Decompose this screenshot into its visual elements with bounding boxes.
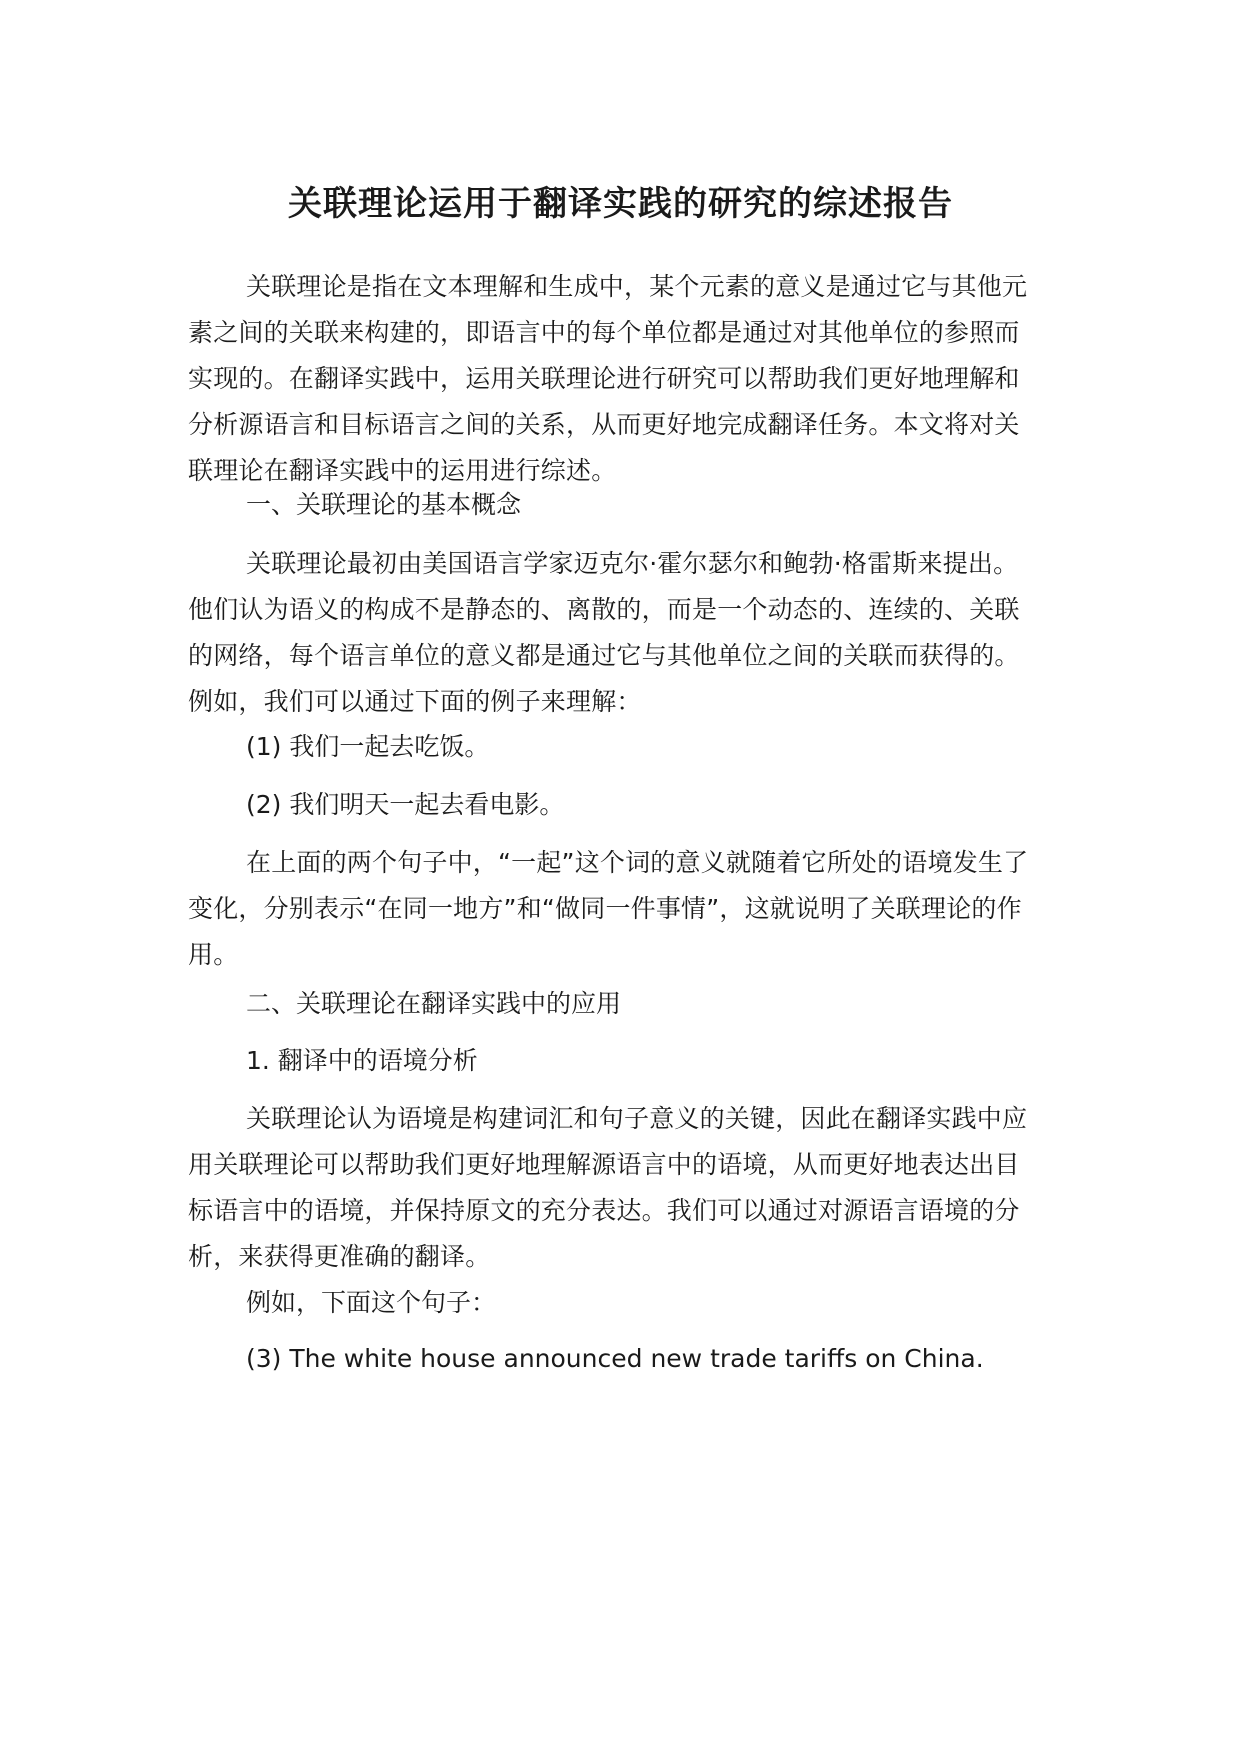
section-heading-2: 二、关联理论在翻译实践中的应用 [246,989,622,1018]
explanation-paragraph: 在上面的两个句子中，“一起”这个词的意义就随着它所处的语境发生了变化，分别表示“在同一地方”和“做同一件事情”，这就说明了关联理论的作用。 [188,848,1029,969]
concept-paragraph: 关联理论最初由美国语言学家迈克尔·霍尔瑟尔和鲍勃·格雷斯来提出。他们认为语义的构成不是静态的、离散的，而是一个动态的、连续的、关联的网络，每个语言单位的意义都是通过它与其他单位之间的关联而获得的。例如，我们可以通过下面的例子来理解： [188,549,1020,716]
subsection-heading-1: 1. 翻译中的语境分析 [246,1046,478,1075]
document-title: 关联理论运用于翻译实践的研究的综述报告 [288,184,953,224]
section-heading-1: 一、关联理论的基本概念 [246,490,522,519]
intro-paragraph: 关联理论是指在文本理解和生成中，某个元素的意义是通过它与其他元素之间的关联来构建的，即语言中的每个单位都是通过对其他单位的参照而实现的。在翻译实践中，运用关联理论进行研究可以帮助我们更好地理解和分析源语言和目标语言之间的关系，从而更好地完成翻译任务。本文将对关联理论在翻译实践中的运用进行综述。 [188,272,1028,485]
example-intro: 例如，下面这个句子： [246,1288,497,1317]
example-sentence-2: (2) 我们明天一起去看电影。 [246,790,565,819]
example-sentence-1: (1) 我们一起去吃饭。 [246,732,490,761]
context-paragraph: 关联理论认为语境是构建词汇和句子意义的关键，因此在翻译实践中应用关联理论可以帮助我们更好地理解源语言中的语境，从而更好地表达出目标语言中的语境，并保持原文的充分表达。我们可以通过对源语言语境的分析，来获得更准确的翻译。 [188,1104,1028,1271]
example-sentence-3: (3) The white house announced new trade tariffs on China. [246,1344,984,1373]
